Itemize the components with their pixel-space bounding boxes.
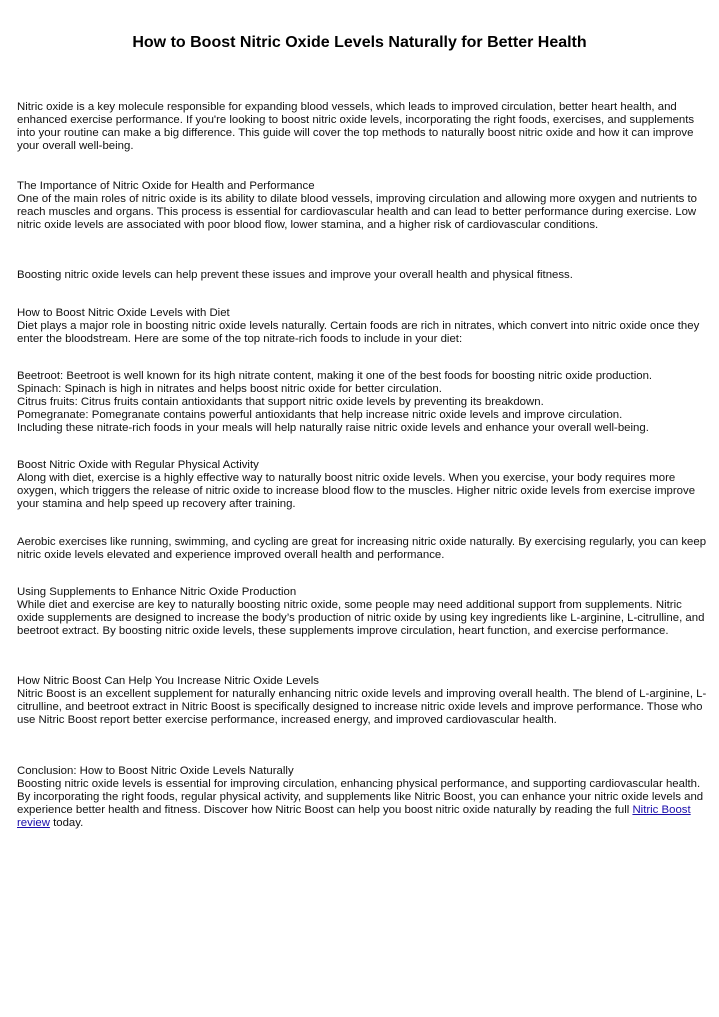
diet-text: Diet plays a major role in boosting nitric oxide levels naturally. Certain foods are rich in nitrates, which convert into nitric oxide once they enter the bloodstream. Here are some of the top nitrate-rich foods to include in your diet: (17, 320, 700, 345)
list-item: Pomegranate: Pomegranate contains powerful antioxidants that help increase nitric oxide levels and improve circulation. (17, 409, 623, 421)
activity-text: Along with diet, exercise is a highly effective way to naturally boost nitric oxide levels. When you exercise, your body requires more oxygen, which triggers the release of nitric oxide to increase blood flow to the muscles. Higher nitric oxide levels from exercise improve your stamina and help speed up recovery after training. (17, 472, 696, 510)
activity-section (17, 459, 707, 511)
diet-heading: How to Boost Nitric Oxide Levels with Diet (17, 307, 230, 319)
nitric-boost-text: Nitric Boost is an excellent supplement for naturally enhancing nitric oxide levels and improving overall health. The blend of L-arginine, L-citrulline, and beetroot extract in Nitric Boost is specifically designed to increase nitric oxide levels and improve performance. Those who use Nitric Boost report better exercise performance, increased energy, and improved cardiovascular health. (17, 688, 707, 726)
aerobic-paragraph (17, 536, 707, 562)
list-item: Citrus fruits: Citrus fruits contain antioxidants that support nitric oxide levels by preventing its breakdown. (17, 396, 544, 408)
aerobic-text: Aerobic exercises like running, swimming, and cycling are great for increasing nitric oxide naturally. By exercising regularly, you can keep nitric oxide levels elevated and experience improved overall health and performance. (17, 536, 707, 561)
conclusion-section (17, 765, 707, 830)
foods-list (17, 370, 707, 435)
importance-text: One of the main roles of nitric oxide is its ability to dilate blood vessels, improving circulation and allowing more oxygen and nutrients to reach muscles and organs. This process is essential for cardiovascular health and can lead to better performance during exercise. Low nitric oxide levels are associated with poor blood flow, lower stamina, and a higher risk of cardiovascular conditions. (17, 193, 697, 231)
importance-heading: The Importance of Nitric Oxide for Health and Performance (17, 180, 315, 192)
supplements-heading: Using Supplements to Enhance Nitric Oxide Production (17, 586, 297, 598)
supplements-text: While diet and exercise are key to naturally boosting nitric oxide, some people may need additional support from supplements. Nitric oxide supplements are designed to increase the body’s production of nitric oxide by using key ingredients like L-arginine, L-citrulline, and beetroot extract. By boosting nitric oxide levels, these supplements improve circulation, heart function, and exercise performance. (17, 599, 705, 637)
conclusion-text (17, 778, 707, 830)
nitric-boost-section (17, 675, 707, 727)
nitric-boost-review-link[interactable]: Nitric Boost review (17, 804, 691, 829)
boosting-text: Boosting nitric oxide levels can help prevent these issues and improve your overall health and physical fitness. (17, 269, 573, 281)
page-title: How to Boost Nitric Oxide Levels Naturally for Better Health (132, 34, 587, 51)
boosting-paragraph (17, 269, 707, 282)
conclusion-text-after-link: today. (49, 817, 84, 829)
activity-heading: Boost Nitric Oxide with Regular Physical Activity (17, 459, 259, 471)
list-item: Spinach: Spinach is high in nitrates and helps boost nitric oxide for better circulation. (17, 383, 442, 395)
list-item: Beetroot: Beetroot is well known for its high nitrate content, making it one of the best foods for boosting nitric oxide production. (17, 370, 653, 382)
conclusion-heading: Conclusion: How to Boost Nitric Oxide Levels Naturally (17, 765, 294, 777)
diet-section (17, 307, 707, 346)
intro-paragraph (17, 101, 707, 153)
nitric-boost-heading: How Nitric Boost Can Help You Increase Nitric Oxide Levels (17, 675, 319, 687)
foods-summary: Including these nitrate-rich foods in your meals will help naturally raise nitric oxide levels and enhance your overall well-being. (17, 422, 649, 434)
supplements-section (17, 586, 707, 638)
intro-text: Nitric oxide is a key molecule responsible for expanding blood vessels, which leads to improved circulation, better heart health, and enhanced exercise performance. If you're looking to boost nitric oxide levels, incorporating the right foods, exercises, and supplements into your routine can make a big difference. This guide will cover the top methods to naturally boost nitric oxide and how it can improve your overall well-being. (17, 101, 695, 152)
importance-section (17, 180, 707, 232)
conclusion-text-before-link: Boosting nitric oxide levels is essential for improving circulation, enhancing physical performance, and supporting cardiovascular health. By incorporating the right foods, regular physical activity, and supplements like Nitric Boost, you can enhance your nitric oxide levels and experience better health and fitness. Discover how Nitric Boost can help you boost nitric oxide naturally by reading the full (17, 778, 704, 816)
